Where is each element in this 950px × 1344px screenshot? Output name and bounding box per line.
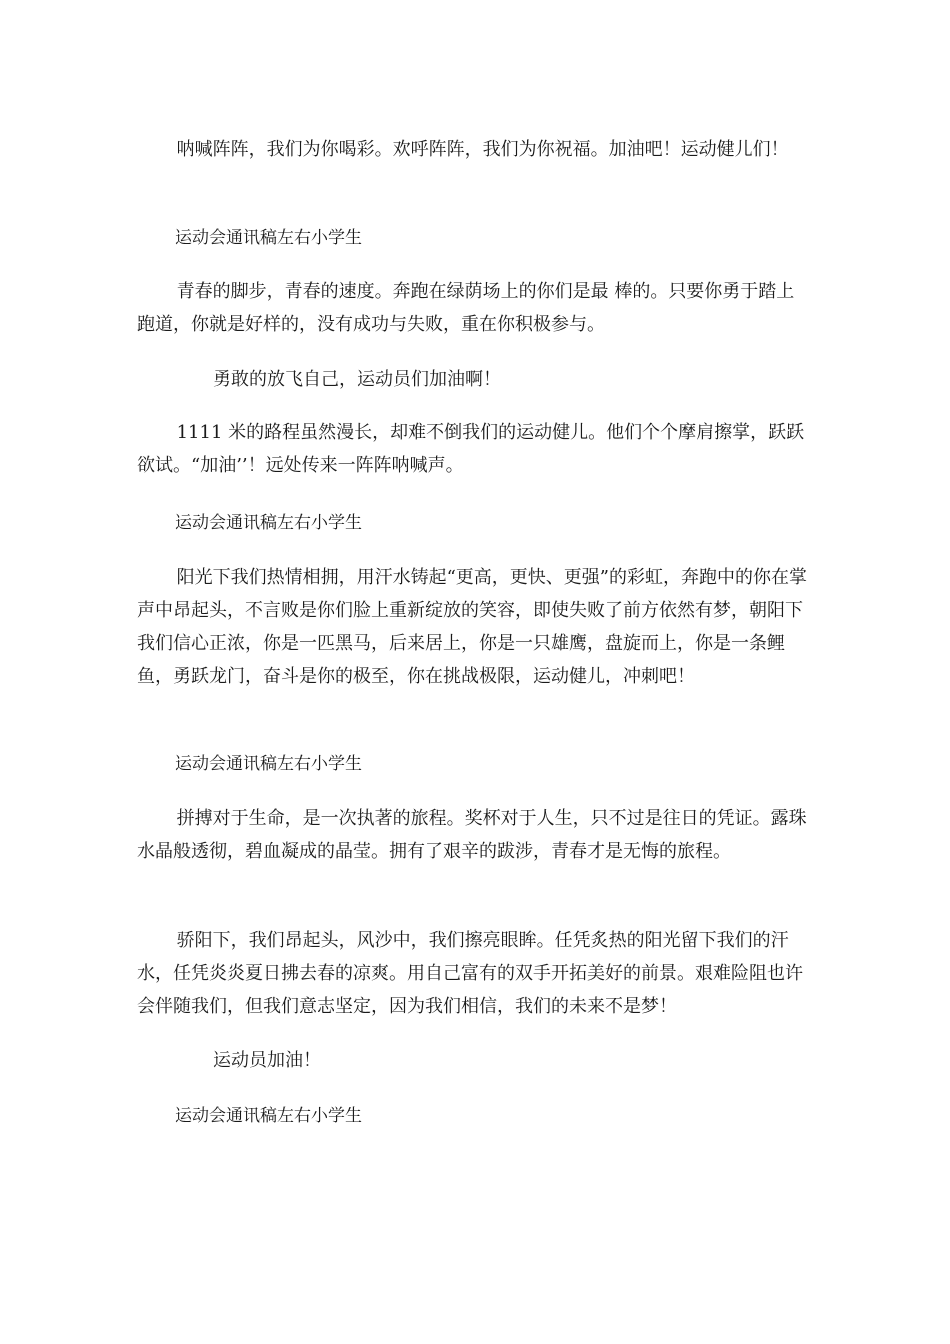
paragraph-cheering: 呐喊阵阵，我们为你喝彩。欢呼阵阵，我们为你祝福。加油吧！运动健儿们！: [176, 139, 789, 160]
paragraph-sunshine: 阳光下我们热情相拥，用汗水铸起“更高，更快、更强”的彩虹，奔跑中的你在掌声中昂起头，不言败是你们脸上重新绽放的笑容，即使失败了前方依然有梦，朝阳下我们信心正浓，你是一匹黑马，后来居上，你是一只雄鹰，盘旋而上，你是一条鲤鱼，勇跃龙门，奋斗是你的极至，你在挑战极限，运动健儿，冲刺吧！: [137, 567, 807, 687]
paragraph-brave: 勇敢的放飞自己，运动员们加油啊！: [213, 369, 501, 390]
paragraph-athletes-go: 运动员加油！: [213, 1050, 321, 1071]
paragraph-blazing-sun: 骄阳下，我们昂起头，风沙中，我们擦亮眼眸。任凭炙热的阳光留下我们的汗水，任凭炎炎夏日拂去春的凉爽。用自己富有的双手开拓美好的前景。艰难险阻也许会伴随我们，但我们意志坚定，因为我们相信，我们的未来不是梦！: [137, 930, 803, 1017]
section-heading: 运动会通讯稿左右小学生: [175, 228, 362, 248]
section-heading: 运动会通讯稿左右小学生: [175, 1106, 362, 1126]
paragraph-youth: 青春的脚步，青春的速度。奔跑在绿荫场上的你们是最 棒的。只要你勇于踏上跑道，你就是好样的，没有成功与失败，重在你积极参与。: [137, 281, 795, 335]
section-heading: 运动会通讯稿左右小学生: [175, 754, 362, 774]
section-heading: 运动会通讯稿左右小学生: [175, 513, 362, 533]
paragraph-1111m: 1111 米的路程虽然漫长，却难不倒我们的运动健儿。他们个个摩肩擦掌，跃跃欲试。“加油’’！远处传来一阵阵呐喊声。: [137, 422, 805, 476]
paragraph-striving: 拼搏对于生命，是一次执著的旅程。奖杯对于人生，只不过是往日的凭证。露珠水晶般透彻，碧血凝成的晶莹。拥有了艰辛的跋涉，青春才是无悔的旅程。: [137, 808, 807, 862]
